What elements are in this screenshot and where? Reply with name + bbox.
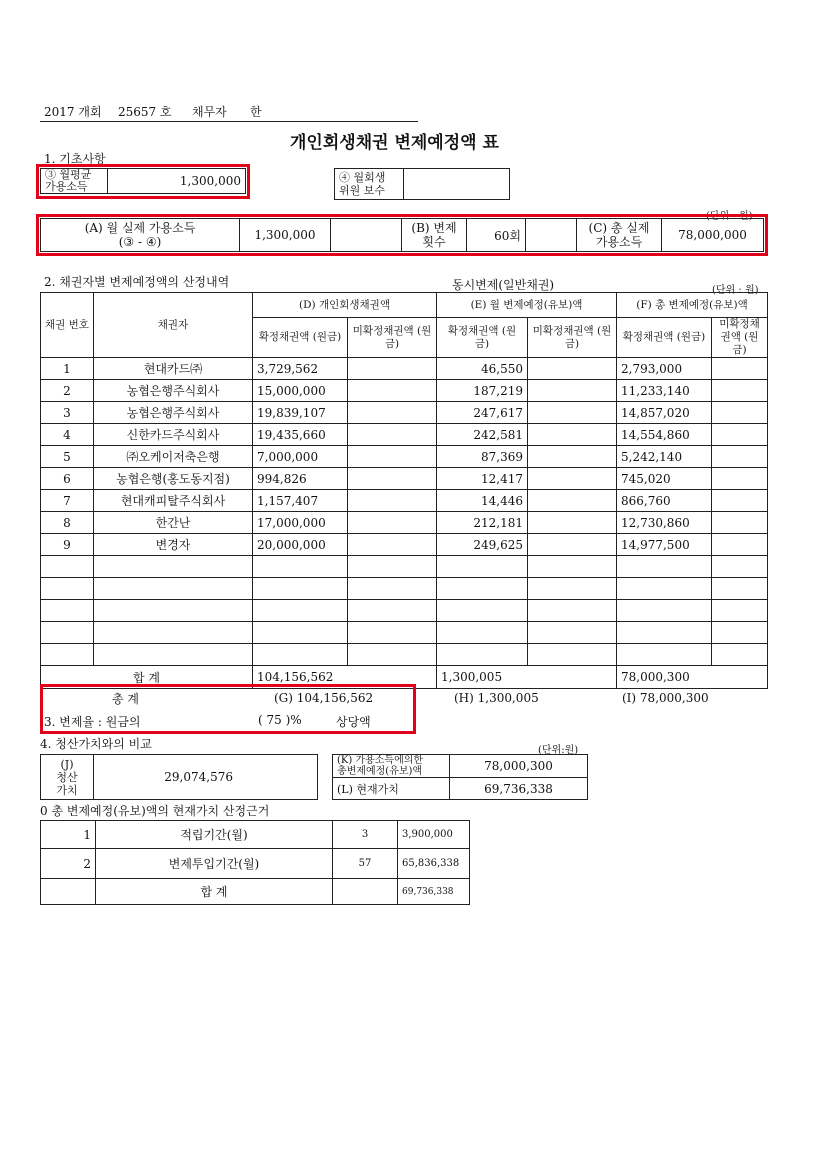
highlight-box-income xyxy=(36,164,250,199)
row-no: 3 xyxy=(41,402,94,424)
highlight-box-total-rate xyxy=(40,684,416,734)
row-no: 6 xyxy=(41,468,94,490)
row-e-confirmed: 242,581 xyxy=(437,424,528,446)
row-f-confirmed xyxy=(617,578,712,600)
total-label: 총 계 xyxy=(112,692,139,706)
A-value: 1,300,000 xyxy=(240,219,331,252)
row-f-confirmed xyxy=(617,622,712,644)
row-e-unconfirmed xyxy=(528,644,617,666)
row-e-confirmed: 212,181 xyxy=(437,512,528,534)
row-f-confirmed: 745,020 xyxy=(617,468,712,490)
row-d-confirmed: 3,729,562 xyxy=(253,358,348,380)
item3-value: 1,300,000 xyxy=(108,169,246,194)
row-f-unconfirmed xyxy=(712,512,768,534)
sum-e: 1,300,005 xyxy=(437,666,617,689)
total-i: (I) 78,000,300 xyxy=(622,691,709,705)
highlight-box-available-income xyxy=(36,214,768,256)
B-value: 60회 xyxy=(467,219,526,252)
row-no: 8 xyxy=(41,512,94,534)
repayment-rate-prefix: 3. 변제율 : 원금의 xyxy=(44,715,141,729)
table-row xyxy=(41,622,768,644)
present-value-basis-table xyxy=(40,820,470,905)
K-label: (K) 가용소득에의한 총변제예정(유보)액 xyxy=(333,755,450,778)
row-creditor xyxy=(94,556,253,578)
row-d-unconfirmed xyxy=(348,468,437,490)
row-f-unconfirmed xyxy=(712,600,768,622)
row-creditor: 변경자 xyxy=(94,534,253,556)
liquidation-table xyxy=(40,754,318,800)
row-e-confirmed: 87,369 xyxy=(437,446,528,468)
row-d-unconfirmed xyxy=(348,358,437,380)
row-e-confirmed: 249,625 xyxy=(437,534,528,556)
row-e-confirmed: 247,617 xyxy=(437,402,528,424)
table-row xyxy=(41,512,768,534)
row-no: 5 xyxy=(41,446,94,468)
repayment-rate-value: ( 75 )% xyxy=(258,713,302,727)
row-e-unconfirmed xyxy=(528,402,617,424)
sum-f: 78,000,300 xyxy=(617,666,768,689)
row-d-confirmed xyxy=(253,622,348,644)
col-header-F: (F) 총 변제예정(유보)액 xyxy=(617,293,768,318)
row-d-unconfirmed xyxy=(348,380,437,402)
row-d-unconfirmed xyxy=(348,490,437,512)
row-no: 1 xyxy=(41,358,94,380)
C-value: 78,000,000 xyxy=(662,219,764,252)
row-e-unconfirmed xyxy=(528,622,617,644)
row-e-confirmed xyxy=(437,578,528,600)
row-creditor xyxy=(94,644,253,666)
item4-value xyxy=(404,169,510,200)
repayment-rate-suffix: 상당액 xyxy=(336,715,371,729)
row-d-confirmed: 19,839,107 xyxy=(253,402,348,424)
row-e-unconfirmed xyxy=(528,468,617,490)
row-f-unconfirmed xyxy=(712,446,768,468)
row-d-confirmed: 20,000,000 xyxy=(253,534,348,556)
L-value: 69,736,338 xyxy=(450,778,588,800)
table-row xyxy=(41,402,768,424)
row-d-unconfirmed xyxy=(348,644,437,666)
sum-d: 104,156,562 xyxy=(253,666,437,689)
row-no xyxy=(41,578,94,600)
row-d-confirmed: 19,435,660 xyxy=(253,424,348,446)
row-f-confirmed xyxy=(617,644,712,666)
basis-row-label: 변제투입기간(월) xyxy=(96,849,333,879)
col-header-E: (E) 월 변제예정(유보)액 xyxy=(437,293,617,318)
basis-row-no: 2 xyxy=(41,849,96,879)
row-d-unconfirmed xyxy=(348,578,437,600)
row-f-confirmed: 12,730,860 xyxy=(617,512,712,534)
row-e-unconfirmed xyxy=(528,512,617,534)
row-e-confirmed: 14,446 xyxy=(437,490,528,512)
row-f-confirmed: 14,554,860 xyxy=(617,424,712,446)
header-underline xyxy=(40,121,418,122)
row-d-confirmed xyxy=(253,644,348,666)
row-creditor: 신한카드주식회사 xyxy=(94,424,253,446)
row-f-unconfirmed xyxy=(712,380,768,402)
row-d-unconfirmed xyxy=(348,622,437,644)
item4-label: ④ 월회생 위원 보수 xyxy=(335,169,404,200)
row-creditor: 현대카드㈜ xyxy=(94,358,253,380)
row-e-unconfirmed xyxy=(528,490,617,512)
section4-unit: (단위:원) xyxy=(538,745,579,756)
claims-table xyxy=(40,292,768,689)
row-e-unconfirmed xyxy=(528,358,617,380)
table-row xyxy=(41,534,768,556)
row-f-confirmed: 14,977,500 xyxy=(617,534,712,556)
B-label: (B) 변제 횟수 xyxy=(402,219,467,252)
row-e-unconfirmed xyxy=(528,578,617,600)
sub-header-d-unconfirmed: 미확정채권액 (원금) xyxy=(348,318,437,358)
row-d-confirmed: 1,157,407 xyxy=(253,490,348,512)
row-f-unconfirmed xyxy=(712,622,768,644)
row-no: 2 xyxy=(41,380,94,402)
sub-header-e-confirmed: 확정채권액 (원금) xyxy=(437,318,528,358)
section4-heading: 4. 청산가치와의 비교 xyxy=(40,737,152,751)
debtor-label: 채무자 xyxy=(192,105,227,119)
page-title: 개인회생채권 변제예정액 표 xyxy=(290,133,499,153)
sub-header-d-confirmed: 확정채권액 (원금) xyxy=(253,318,348,358)
row-creditor: 한간난 xyxy=(94,512,253,534)
table-row xyxy=(41,424,768,446)
col-header-D: (D) 개인회생채권액 xyxy=(253,293,437,318)
row-no: 4 xyxy=(41,424,94,446)
case-year: 2017 개회 xyxy=(44,105,102,119)
row-f-confirmed: 11,233,140 xyxy=(617,380,712,402)
row-d-confirmed: 15,000,000 xyxy=(253,380,348,402)
row-d-unconfirmed xyxy=(348,556,437,578)
row-d-unconfirmed xyxy=(348,402,437,424)
basis-row-months: 3 xyxy=(333,821,398,849)
basis-sum-amount: 69,736,338 xyxy=(398,879,470,905)
row-f-unconfirmed xyxy=(712,490,768,512)
table-row xyxy=(41,578,768,600)
row-f-confirmed: 2,793,000 xyxy=(617,358,712,380)
row-d-unconfirmed xyxy=(348,600,437,622)
row-d-confirmed: 7,000,000 xyxy=(253,446,348,468)
row-d-unconfirmed xyxy=(348,512,437,534)
row-e-unconfirmed xyxy=(528,556,617,578)
case-number: 25657 호 xyxy=(118,105,172,119)
row-e-confirmed xyxy=(437,600,528,622)
row-creditor: 농협은행(홍도동지점) xyxy=(94,468,253,490)
L-label: (L) 현재가치 xyxy=(333,778,450,800)
row-no: 9 xyxy=(41,534,94,556)
row-d-unconfirmed xyxy=(348,446,437,468)
row-no xyxy=(41,600,94,622)
basis-sum-label: 합 계 xyxy=(96,879,333,905)
col-header-creditor: 채권자 xyxy=(94,293,253,358)
row-creditor xyxy=(94,622,253,644)
sub-header-e-unconfirmed: 미확정채권액 (원금) xyxy=(528,318,617,358)
row-e-confirmed xyxy=(437,622,528,644)
row-no xyxy=(41,556,94,578)
sub-header-f-confirmed: 확정채권액 (원금) xyxy=(617,318,712,358)
basis-row-amount: 65,836,338 xyxy=(398,849,470,879)
J-label: (J) 청산 가치 xyxy=(41,755,94,800)
item3-label: ③ 월평균 가용소득 xyxy=(41,169,108,194)
section2-unit: (단위 : 원) xyxy=(712,285,759,296)
section1-heading: 1. 기초사항 xyxy=(44,152,106,166)
row-e-confirmed: 46,550 xyxy=(437,358,528,380)
row-no xyxy=(41,622,94,644)
trustee-fee-table xyxy=(334,168,510,200)
row-e-confirmed: 187,219 xyxy=(437,380,528,402)
row-d-confirmed: 17,000,000 xyxy=(253,512,348,534)
section2-subtitle: 동시변제(일반채권) xyxy=(452,278,555,292)
table-row xyxy=(41,358,768,380)
row-e-unconfirmed xyxy=(528,424,617,446)
debtor-name: 한 xyxy=(250,105,262,119)
row-d-confirmed: 994,826 xyxy=(253,468,348,490)
row-creditor: 농협은행주식회사 xyxy=(94,380,253,402)
row-f-unconfirmed xyxy=(712,578,768,600)
row-d-confirmed xyxy=(253,600,348,622)
col-header-no: 채권 번호 xyxy=(41,293,94,358)
row-f-confirmed: 14,857,020 xyxy=(617,402,712,424)
row-d-confirmed xyxy=(253,578,348,600)
row-creditor: 농협은행주식회사 xyxy=(94,402,253,424)
table-row xyxy=(41,490,768,512)
table-row xyxy=(41,556,768,578)
row-f-unconfirmed xyxy=(712,358,768,380)
row-creditor: 현대캐피탈주식회사 xyxy=(94,490,253,512)
section5-heading: 0 총 변제예정(유보)액의 현재가치 산정근거 xyxy=(40,804,270,818)
row-e-confirmed: 12,417 xyxy=(437,468,528,490)
row-d-confirmed xyxy=(253,556,348,578)
basis-row-amount: 3,900,000 xyxy=(398,821,470,849)
basis-sum-blank xyxy=(41,879,96,905)
row-e-unconfirmed xyxy=(528,446,617,468)
row-e-unconfirmed xyxy=(528,380,617,402)
table-row xyxy=(41,446,768,468)
total-g: (G) 104,156,562 xyxy=(274,691,374,705)
row-no: 7 xyxy=(41,490,94,512)
J-value: 29,074,576 xyxy=(94,755,318,800)
row-e-unconfirmed xyxy=(528,534,617,556)
basis-row-months: 57 xyxy=(333,849,398,879)
row-f-unconfirmed xyxy=(712,644,768,666)
row-d-unconfirmed xyxy=(348,424,437,446)
total-h: (H) 1,300,005 xyxy=(454,691,539,705)
section2-heading: 2. 채권자별 변제예정액의 산정내역 xyxy=(44,275,230,289)
table-row xyxy=(41,380,768,402)
basis-sum-blank-2 xyxy=(333,879,398,905)
present-value-table xyxy=(332,754,588,800)
row-f-unconfirmed xyxy=(712,402,768,424)
row-f-unconfirmed xyxy=(712,424,768,446)
row-e-unconfirmed xyxy=(528,600,617,622)
row-creditor xyxy=(94,600,253,622)
row-creditor: ㈜오케이저축은행 xyxy=(94,446,253,468)
row-f-unconfirmed xyxy=(712,556,768,578)
row-creditor xyxy=(94,578,253,600)
row-f-unconfirmed xyxy=(712,468,768,490)
section1-unit: (단위 : 원) xyxy=(706,211,753,222)
row-no xyxy=(41,644,94,666)
A-label: (A) 월 실제 가용소득 (③ - ④) xyxy=(41,219,240,252)
C-label: (C) 총 실제 가용소득 xyxy=(577,219,662,252)
row-f-unconfirmed xyxy=(712,534,768,556)
basis-row-label: 적립기간(월) xyxy=(96,821,333,849)
row-f-confirmed xyxy=(617,556,712,578)
row-e-confirmed xyxy=(437,556,528,578)
row-f-confirmed xyxy=(617,600,712,622)
basis-row-no: 1 xyxy=(41,821,96,849)
row-d-unconfirmed xyxy=(348,534,437,556)
row-f-confirmed: 5,242,140 xyxy=(617,446,712,468)
table-row xyxy=(41,644,768,666)
K-value: 78,000,300 xyxy=(450,755,588,778)
table-row xyxy=(41,468,768,490)
sum-label: 합 계 xyxy=(41,666,253,689)
table-row xyxy=(41,600,768,622)
row-f-confirmed: 866,760 xyxy=(617,490,712,512)
sub-header-f-unconfirmed: 미확정채권액 (원금) xyxy=(712,318,768,358)
row-e-confirmed xyxy=(437,644,528,666)
